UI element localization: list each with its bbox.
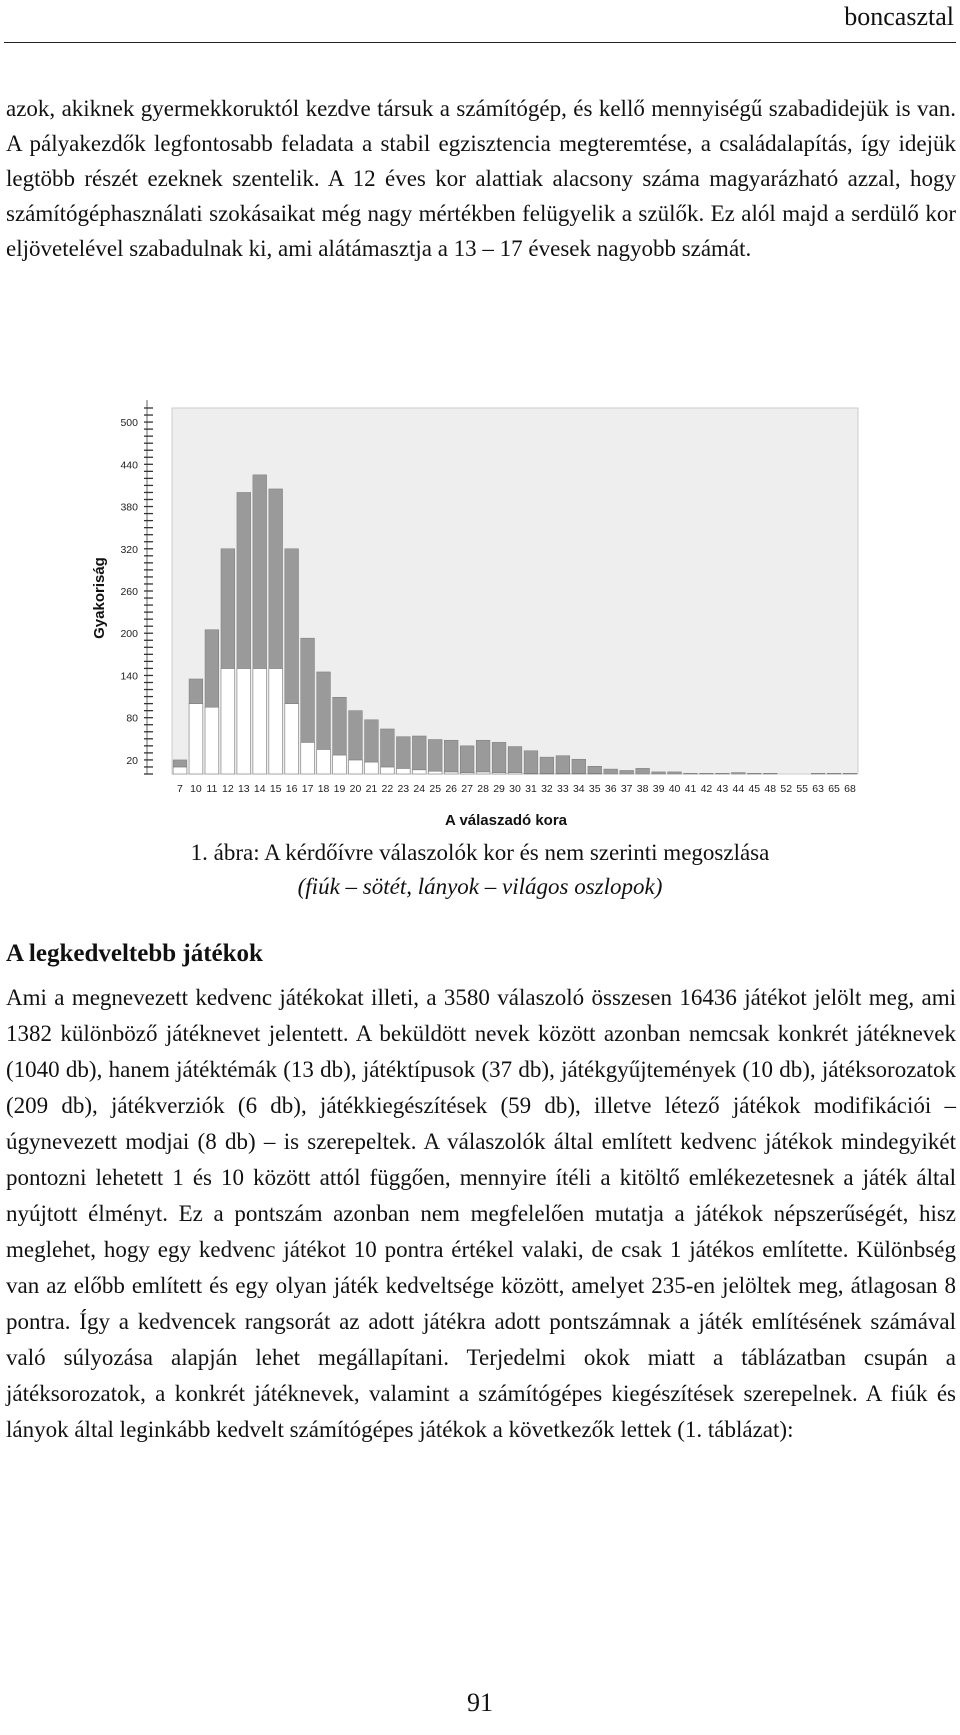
x-tick-label: 38 (636, 783, 649, 795)
bar-dark (668, 772, 682, 774)
bar-light (253, 668, 267, 774)
bar-light (269, 668, 283, 774)
x-tick-label: 17 (301, 783, 314, 795)
header-rule (4, 42, 956, 43)
plot-area (120, 400, 858, 795)
bar-light (444, 772, 458, 774)
figure-subcaption: (fiúk – sötét, lányok – világos oszlopok) (297, 874, 663, 899)
y-tick-label: 20 (126, 754, 138, 767)
bar-light (381, 767, 395, 774)
bar-dark (524, 751, 538, 774)
bar-dark (700, 773, 714, 774)
x-tick-label: 27 (461, 783, 473, 795)
x-tick-label: 13 (237, 783, 250, 795)
bar-light (476, 772, 490, 774)
page-number: 91 (467, 1688, 493, 1717)
bar-dark (684, 773, 698, 774)
bar-dark (253, 475, 267, 669)
bar-dark (205, 630, 219, 707)
x-tick-label: 55 (796, 783, 809, 795)
bar-light (396, 768, 410, 774)
bar-dark (221, 549, 235, 669)
x-tick-label: 21 (365, 783, 378, 795)
y-axis-title: Gyakoriság (91, 557, 108, 639)
section-paragraph: Ami a megnevezett kedvenc játékokat illeti, a 3580 válaszoló összesen 16436 játékot jelölt meg, ami 1382 különböző játéknevet jelentett. A beküldött nevek között azonban nemcsak konkrét játéknevek (1040 db), hanem játéktémák (13 db), játéktípusok (37 db), játékgyűjtemények (10 db), játéksorozatok (209 db), játékverziók (6 db), játékkiegészítések (59 db), illetve létező játékok modifikációi – úgynevezett modjai (8 db) – is szerepeltek. A válaszolók által említett kedvenc játékok mindegyikét pontozni lehetett 1 és 10 között attól függően, mennyire ítéli a kitöltő emlékezetesnek a játék által nyújtott élményt. Ez a pontszám azonban nem megfelelően mutatja a játékok népszerűségét, hisz meglehet, hogy egy kedvenc játékot 10 pontra értékel valaki, de csak 1 játékos említette. Különbség van az előbb említett és egy olyan játék kedveltsége között, amelyet 235-en jelöltek meg, átlagosan 8 pontra. Így a kedvencek rangsorát az adott játékra adott pontszámnak a játék említésének számával való súlyozása alapján lehet megállapítani. Terjedelmi okok miatt a táblázatban csupán a játéksorozatok, a konkrét játéknevek, valamint a számítógépes kiegészítések szerepelnek. A fiúk és lányok által leginkább kedvelt számítógépes játékok a következők lettek (1. táblázat): (6, 985, 956, 1442)
bar-dark (365, 720, 379, 762)
bar-dark (428, 740, 442, 772)
x-tick-label: 35 (588, 783, 601, 795)
y-tick-label: 440 (120, 459, 138, 472)
x-tick-label: 20 (349, 783, 362, 795)
bar-dark (492, 742, 506, 772)
bar-dark (189, 679, 203, 704)
x-tick-label: 22 (381, 783, 394, 795)
age-gender-chart (0, 388, 960, 858)
bar-dark (716, 773, 730, 774)
x-tick-label: 40 (668, 783, 681, 795)
y-tick-label: 80 (126, 712, 138, 725)
bar-light (237, 668, 251, 774)
x-tick-label: 30 (509, 783, 521, 795)
y-tick-label: 260 (120, 586, 138, 598)
x-tick-label: 34 (572, 783, 585, 795)
x-tick-label: 65 (828, 783, 840, 795)
bar-dark (763, 773, 777, 774)
x-tick-label: 12 (221, 783, 234, 795)
x-tick-label: 31 (525, 783, 537, 795)
bar-light (205, 707, 219, 774)
bar-dark (540, 757, 554, 773)
bar-light (221, 668, 235, 774)
y-tick-label: 200 (120, 628, 138, 641)
section-heading: A legkedveltebb játékok (6, 940, 263, 967)
x-tick-label: 24 (413, 783, 426, 795)
x-tick-label: 29 (493, 783, 505, 795)
bar-dark (237, 492, 251, 668)
y-tick-label: 320 (120, 543, 138, 556)
bar-light (428, 771, 442, 774)
bar-dark (396, 737, 410, 769)
bar-light (412, 770, 426, 774)
bar-dark (412, 736, 426, 770)
running-header: boncasztal (844, 2, 954, 31)
bar-dark (460, 746, 474, 773)
x-tick-label: 36 (604, 783, 617, 795)
bar-light (285, 704, 299, 774)
x-tick-label: 48 (764, 783, 777, 795)
x-tick-label: 33 (557, 783, 569, 795)
bar-dark (508, 747, 522, 773)
figure-caption: 1. ábra: A kérdőívre válaszolók kor és nem szerinti megoszlása (190, 840, 770, 865)
bar-dark (349, 711, 363, 760)
bar-dark (604, 769, 618, 774)
x-tick-label: 42 (700, 783, 713, 795)
bar-dark (317, 672, 331, 749)
bar-dark (636, 768, 650, 774)
x-tick-label: 41 (684, 783, 697, 795)
bar-light (317, 749, 331, 774)
bar-light (189, 704, 203, 774)
bar-light (301, 742, 315, 774)
intro-paragraph: azok, akiknek gyermekkoruktól kezdve társuk a számítógép, és kellő mennyiségű szabadidejük is van. A pályakezdők legfontosabb feladata a stabil egzisztencia megteremtése, a családalapítás, így idejük legtöbb részét ezeknek szentelik. A 12 éves kor alattiak alacsony száma magyarázható azzal, hogy számítógéphasználati szokásaikat még nagy mértékben felügyelik a szülők. Ez alól majd a serdülő kor eljövetelével szabadulnak ki, ami alátámasztja a 13 – 17 évesek nagyobb számát. (6, 96, 956, 261)
bar-light (173, 767, 187, 774)
bar-dark (444, 740, 458, 772)
bar-light (333, 755, 347, 774)
x-tick-label: 26 (445, 783, 458, 795)
bar-dark (572, 759, 586, 773)
bar-dark (173, 760, 187, 767)
x-tick-label: 11 (206, 783, 218, 795)
x-tick-label: 14 (253, 783, 266, 795)
x-tick-label: 25 (429, 783, 442, 795)
bar-dark (811, 773, 825, 774)
x-tick-label: 37 (620, 783, 633, 795)
y-tick-label: 140 (120, 670, 138, 683)
x-tick-label: 43 (716, 783, 729, 795)
bar-dark (476, 740, 490, 772)
bar-dark (747, 773, 761, 774)
bar-dark (333, 697, 347, 755)
bar-dark (588, 766, 602, 773)
bar-light (349, 760, 363, 774)
y-tick-label: 380 (120, 501, 138, 514)
bar-dark (731, 773, 745, 774)
bar-dark (652, 772, 666, 774)
x-tick-label: 68 (844, 783, 856, 795)
x-tick-label: 10 (190, 783, 202, 795)
x-tick-label: 18 (317, 783, 330, 795)
bar-dark (556, 756, 570, 774)
x-tick-label: 44 (732, 783, 745, 795)
x-tick-label: 16 (285, 783, 298, 795)
bar-dark (381, 729, 395, 767)
bar-dark (843, 773, 857, 774)
x-tick-label: 15 (269, 783, 282, 795)
bar-light (365, 762, 379, 774)
x-tick-label: 39 (652, 783, 665, 795)
x-tick-label: 19 (333, 783, 346, 795)
x-tick-label: 52 (780, 783, 793, 795)
x-tick-label: 23 (397, 783, 410, 795)
bar-dark (269, 489, 283, 668)
x-tick-label: 28 (477, 783, 489, 795)
x-axis-title: A válaszadó kora (445, 812, 567, 829)
bar-dark (827, 773, 841, 774)
bar-dark (285, 549, 299, 704)
x-tick-label: 7 (177, 783, 183, 795)
x-tick-label: 45 (748, 783, 761, 795)
bar-dark (301, 638, 315, 742)
bar-dark (620, 770, 634, 774)
x-tick-label: 32 (541, 783, 553, 795)
x-tick-label: 63 (812, 783, 824, 795)
y-tick-label: 500 (120, 417, 138, 430)
